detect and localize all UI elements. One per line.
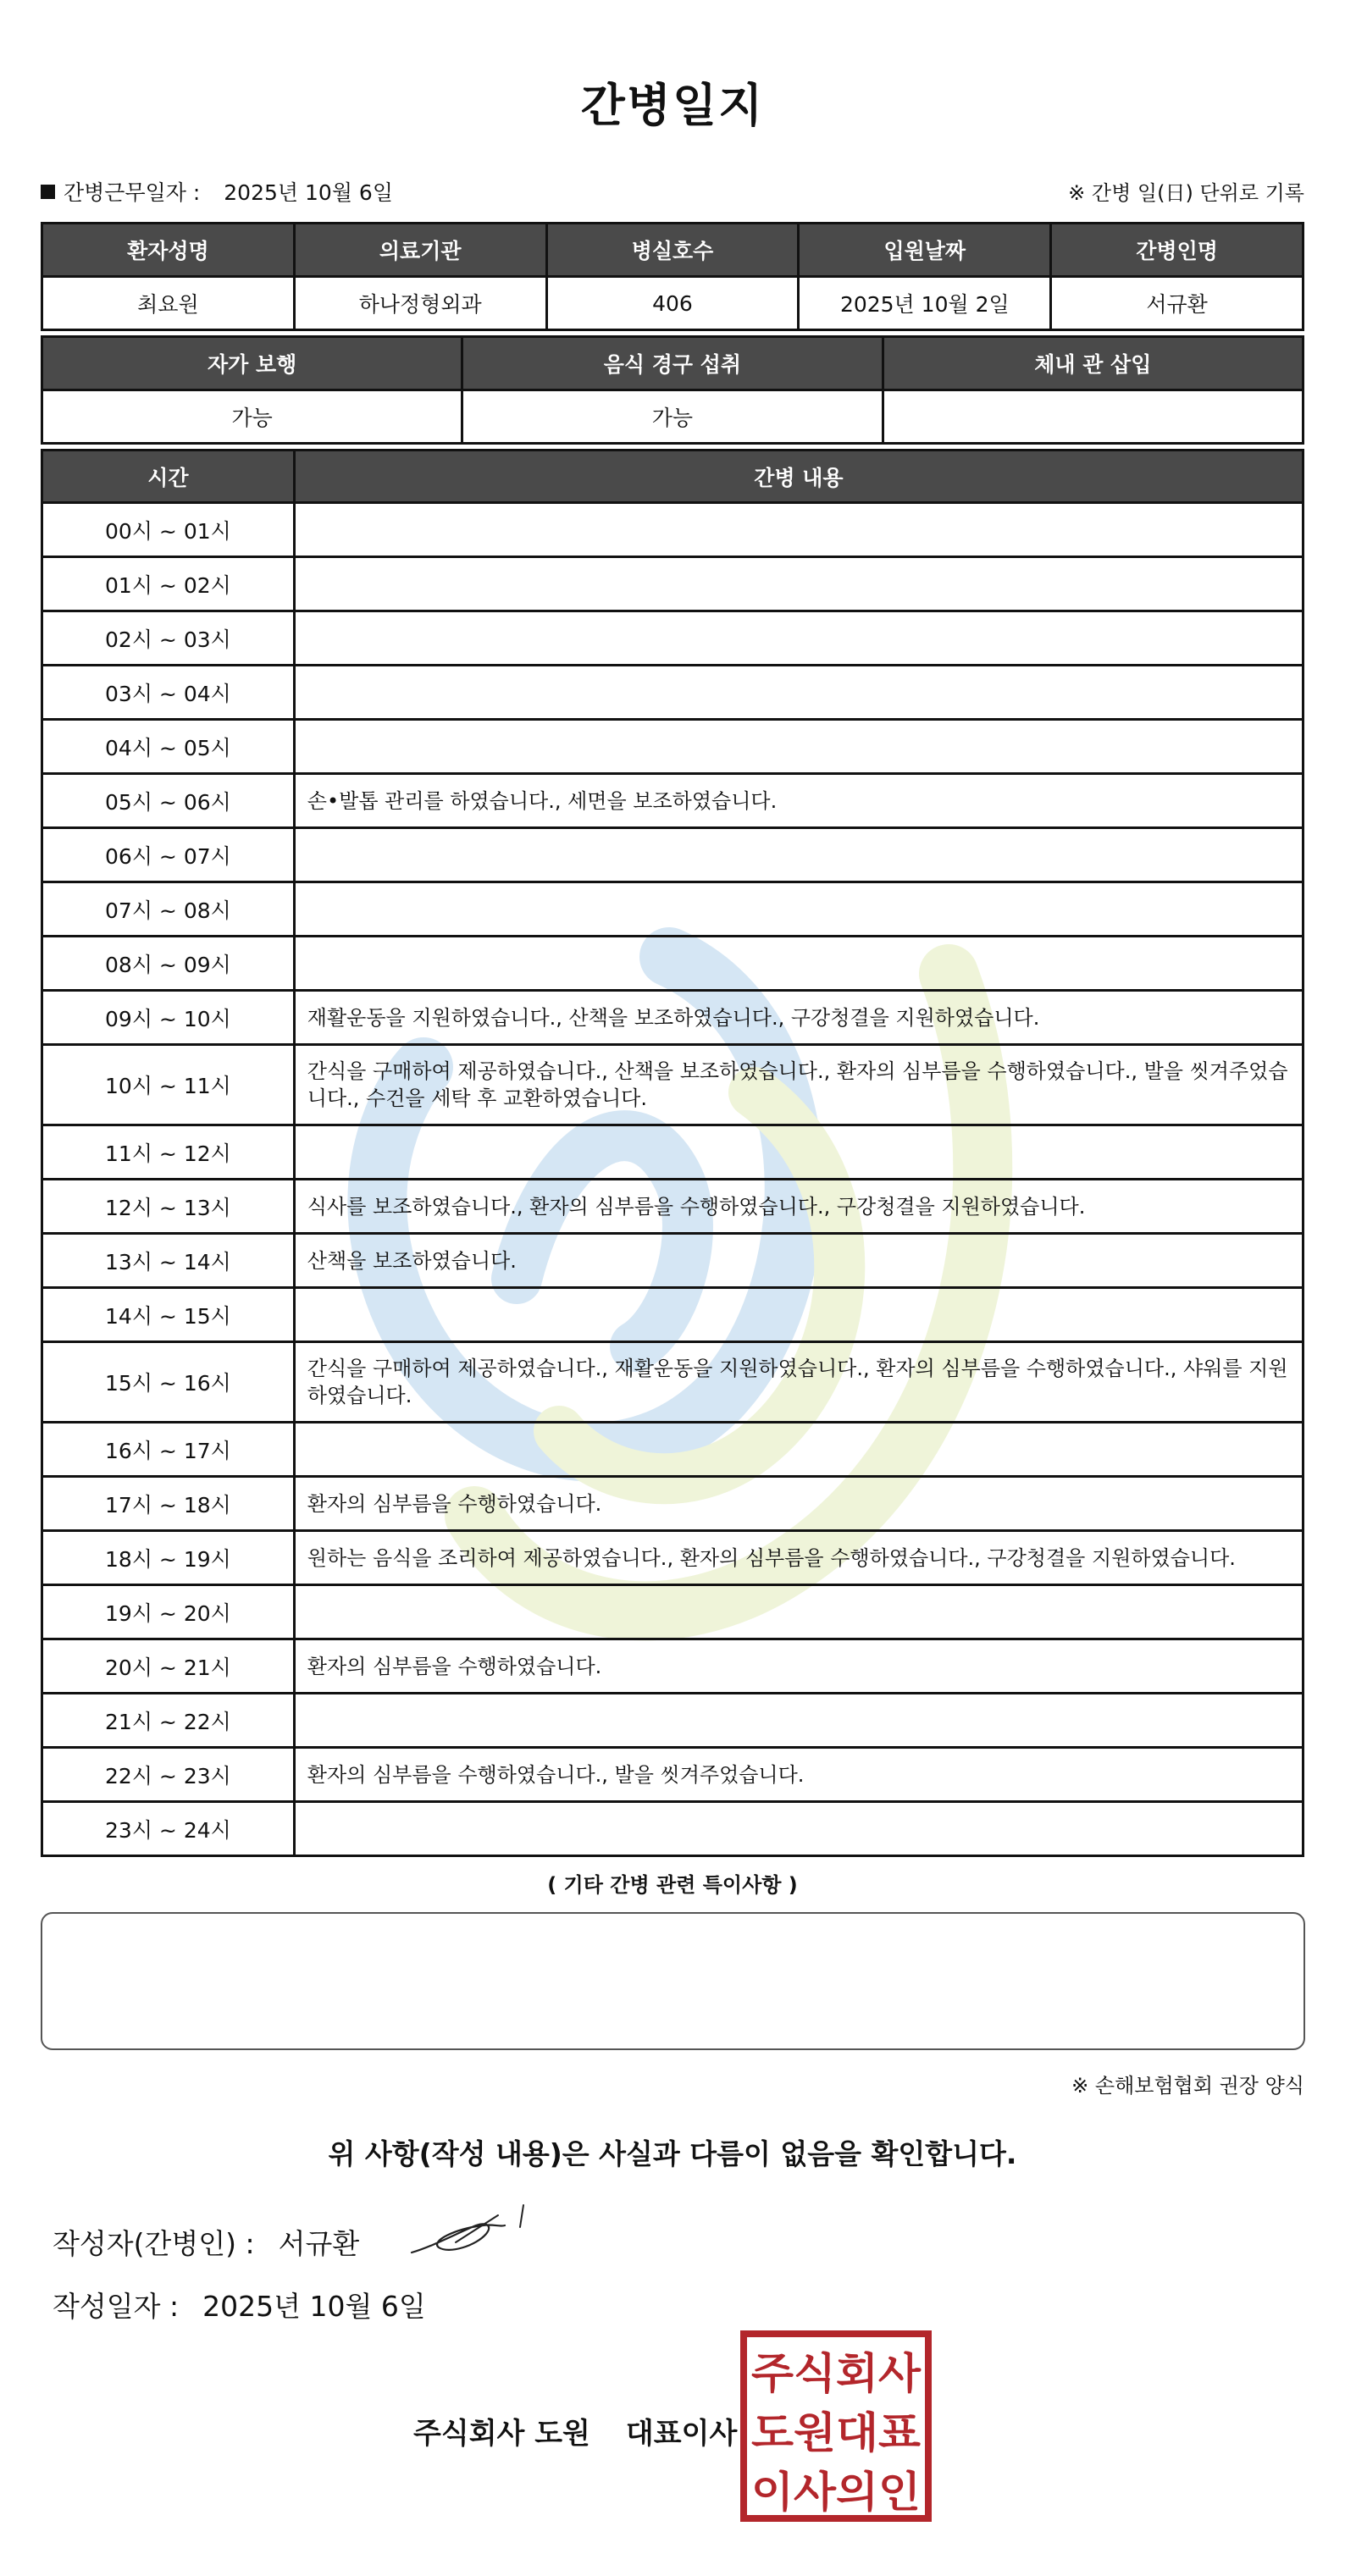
table-row — [42, 1180, 1303, 1234]
table-row — [42, 937, 1303, 991]
time-slot: 10시 ~ 11시 — [42, 1045, 295, 1125]
admission-date: 2025년 10월 2일 — [799, 277, 1051, 330]
table-row — [42, 828, 1303, 882]
table-row — [42, 503, 1303, 557]
care-content — [294, 1585, 1303, 1639]
care-content — [294, 1423, 1303, 1477]
work-date-row — [41, 176, 1304, 210]
time-slot: 06시 ~ 07시 — [42, 828, 295, 882]
seal-text-line: 주식회사 — [751, 2349, 922, 2398]
table-row — [42, 1423, 1303, 1477]
care-content — [294, 666, 1303, 720]
signature-icon — [405, 2200, 540, 2268]
table-row — [42, 1288, 1303, 1342]
patient-status-table — [41, 335, 1304, 445]
table-row — [42, 991, 1303, 1045]
care-content: 손•발톱 관리를 하였습니다., 세면을 보조하였습니다. — [294, 774, 1303, 828]
writer-label: 작성자(간병인) : — [53, 2227, 255, 2260]
header-tube-insertion: 체내 관 삽입 — [883, 337, 1303, 390]
page-title: 간병일지 — [580, 79, 765, 132]
table-row — [42, 882, 1303, 937]
care-content: 환자의 심부름을 수행하였습니다. — [294, 1477, 1303, 1531]
care-content: 환자의 심부름을 수행하였습니다., 발을 씻겨주었습니다. — [294, 1748, 1303, 1802]
header-patient-name: 환자성명 — [42, 224, 295, 277]
care-content: 간식을 구매하여 제공하였습니다., 산책을 보조하였습니다., 환자의 심부름을 수행하였습니다., 발을 씻겨주었습니다., 수건을 세탁 후 교환하였습니다. — [294, 1045, 1303, 1125]
header-self-walking: 자가 보행 — [42, 337, 462, 390]
time-slot: 15시 ~ 16시 — [42, 1342, 295, 1423]
care-content — [294, 828, 1303, 882]
table-row — [42, 720, 1303, 774]
time-slot: 20시 ~ 21시 — [42, 1639, 295, 1694]
table-row — [42, 1802, 1303, 1856]
time-slot: 04시 ~ 05시 — [42, 720, 295, 774]
room-number: 406 — [546, 277, 799, 330]
care-content — [294, 1288, 1303, 1342]
table-row — [42, 557, 1303, 611]
header-time: 시간 — [42, 451, 295, 503]
care-content — [294, 503, 1303, 557]
time-slot: 08시 ~ 09시 — [42, 937, 295, 991]
time-slot: 01시 ~ 02시 — [42, 557, 295, 611]
time-slot: 11시 ~ 12시 — [42, 1125, 295, 1180]
header-caregiver-name: 간병인명 — [1051, 224, 1303, 277]
time-slot: 16시 ~ 17시 — [42, 1423, 295, 1477]
header-oral-intake: 음식 경구 섭취 — [462, 337, 883, 390]
care-content: 원하는 음식을 조리하여 제공하였습니다., 환자의 심부름을 수행하였습니다., 구강청결을 지원하였습니다. — [294, 1531, 1303, 1585]
time-slot: 21시 ~ 22시 — [42, 1694, 295, 1748]
oral-intake-value: 가능 — [462, 390, 883, 444]
care-content: 간식을 구매하여 제공하였습니다., 재활운동을 지원하였습니다., 환자의 심부름을 수행하였습니다., 샤워를 지원하였습니다. — [294, 1342, 1303, 1423]
care-content: 산책을 보조하였습니다. — [294, 1234, 1303, 1288]
time-slot: 03시 ~ 04시 — [42, 666, 295, 720]
square-bullet-icon — [41, 185, 55, 199]
patient-name: 최요원 — [42, 277, 295, 330]
remarks-title: ( 기타 간병 관련 특이사항 ) — [547, 1873, 798, 1897]
table-row — [42, 666, 1303, 720]
time-slot: 09시 ~ 10시 — [42, 991, 295, 1045]
remarks-box — [41, 1912, 1305, 2050]
header-hospital: 의료기관 — [294, 224, 546, 277]
care-content — [294, 937, 1303, 991]
write-date-label: 작성일자 : — [53, 2290, 180, 2323]
care-content: 재활운동을 지원하였습니다., 산책을 보조하였습니다., 구강청결을 지원하였습니다. — [294, 991, 1303, 1045]
table-row — [42, 1585, 1303, 1639]
representative-title: 대표이사 — [625, 2417, 738, 2451]
time-slot: 17시 ~ 18시 — [42, 1477, 295, 1531]
writer-name: 서규환 — [278, 2227, 360, 2260]
time-slot: 23시 ~ 24시 — [42, 1802, 295, 1856]
table-row — [42, 1477, 1303, 1531]
confirmation-statement: 위 사항(작성 내용)은 사실과 다름이 없음을 확인합니다. — [328, 2137, 1017, 2170]
table-row — [42, 1639, 1303, 1694]
write-date-row — [53, 2285, 426, 2324]
time-slot: 13시 ~ 14시 — [42, 1234, 295, 1288]
recommended-form-note: ※ 손해보험협회 권장 양식 — [1071, 2074, 1304, 2098]
daily-record-note: ※ 간병 일(日) 단위로 기록 — [1068, 181, 1304, 205]
seal-text-line: 도원대표 — [751, 2408, 922, 2457]
table-row — [42, 1748, 1303, 1802]
time-slot: 18시 ~ 19시 — [42, 1531, 295, 1585]
care-log-table — [41, 449, 1304, 1857]
care-content — [294, 1694, 1303, 1748]
header-admission-date: 입원날짜 — [799, 224, 1051, 277]
writer-row — [53, 2222, 359, 2262]
company-seal-icon — [740, 2330, 932, 2522]
time-slot: 05시 ~ 06시 — [42, 774, 295, 828]
table-row — [42, 1125, 1303, 1180]
table-row — [42, 1531, 1303, 1585]
company-row — [413, 2410, 737, 2452]
seal-text-line: 이사의인 — [751, 2468, 921, 2517]
table-row — [42, 1234, 1303, 1288]
care-content — [294, 1125, 1303, 1180]
time-slot: 19시 ~ 20시 — [42, 1585, 295, 1639]
header-room-number: 병실호수 — [546, 224, 799, 277]
time-slot: 12시 ~ 13시 — [42, 1180, 295, 1234]
time-slot: 22시 ~ 23시 — [42, 1748, 295, 1802]
time-slot: 07시 ~ 08시 — [42, 882, 295, 937]
care-content — [294, 557, 1303, 611]
time-slot: 00시 ~ 01시 — [42, 503, 295, 557]
care-content — [294, 882, 1303, 937]
caregiver-name: 서규환 — [1051, 277, 1303, 330]
header-care-content: 간병 내용 — [294, 451, 1303, 503]
care-content — [294, 720, 1303, 774]
table-row — [42, 611, 1303, 666]
table-row — [42, 1694, 1303, 1748]
care-content — [294, 1802, 1303, 1856]
write-date-value: 2025년 10월 6일 — [202, 2290, 426, 2323]
time-slot: 14시 ~ 15시 — [42, 1288, 295, 1342]
self-walking-value: 가능 — [42, 390, 462, 444]
company-name: 주식회사 도원 — [413, 2417, 590, 2451]
time-slot: 02시 ~ 03시 — [42, 611, 295, 666]
hospital-name: 하나정형외과 — [294, 277, 546, 330]
care-content — [294, 611, 1303, 666]
table-row — [42, 1342, 1303, 1423]
work-date-value: 2025년 10월 6일 — [224, 180, 393, 205]
patient-info-table — [41, 222, 1304, 331]
care-content: 환자의 심부름을 수행하였습니다. — [294, 1639, 1303, 1694]
table-row — [42, 774, 1303, 828]
table-row — [42, 1045, 1303, 1125]
care-content: 식사를 보조하였습니다., 환자의 심부름을 수행하였습니다., 구강청결을 지원하였습니다. — [294, 1180, 1303, 1234]
work-date-label: 간병근무일자 : — [64, 180, 201, 205]
tube-insertion-value — [883, 390, 1303, 444]
